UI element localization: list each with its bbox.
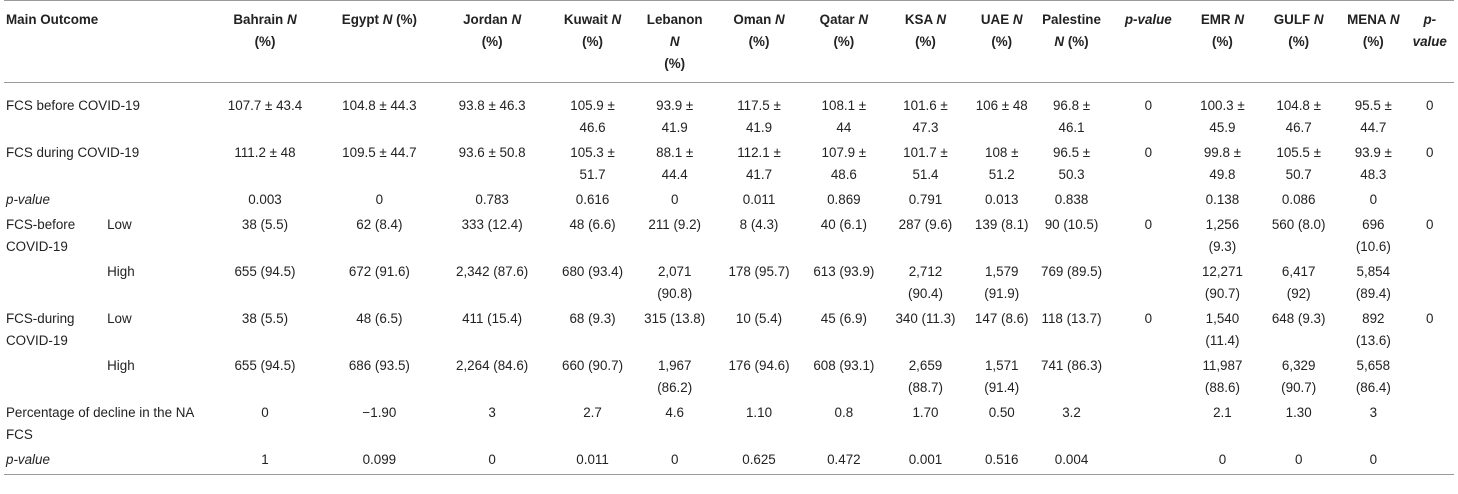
table-cell: 680 (93.4) bbox=[562, 264, 624, 279]
row-label: p-value bbox=[6, 452, 50, 467]
table-cell: 0.004 bbox=[1054, 452, 1089, 467]
table-cell: 340 (11.3) bbox=[895, 311, 956, 326]
header-col-8: UAE N (%) bbox=[980, 12, 1023, 49]
table-cell bbox=[1108, 402, 1189, 449]
table-cell: 178 (95.7) bbox=[728, 264, 790, 279]
table-cell: 68 (9.3) bbox=[569, 311, 616, 326]
table-cell: 0 bbox=[1144, 98, 1153, 113]
table-cell: 48 (6.6) bbox=[569, 217, 616, 232]
table-cell: 1,256 (9.3) bbox=[1205, 217, 1240, 254]
header-col-6: Qatar N (%) bbox=[819, 12, 869, 49]
table-cell: 0 bbox=[1426, 311, 1434, 326]
table-cell: 3 bbox=[488, 405, 496, 420]
table-cell: 0.625 bbox=[742, 452, 776, 467]
table-cell: 315 (13.8) bbox=[644, 311, 706, 326]
table-cell: 93.9 ± 48.3 bbox=[1354, 145, 1392, 182]
table-cell: 411 (15.4) bbox=[462, 311, 523, 326]
table-cell: 0.086 bbox=[1281, 192, 1316, 207]
table-cell: 672 (91.6) bbox=[348, 264, 410, 279]
table-cell: 105.9 ± 46.6 bbox=[570, 98, 615, 135]
table-cell: 0 bbox=[1426, 217, 1434, 232]
row-sublabel: Low bbox=[107, 217, 132, 232]
header-col-4: Lebanon N (%) bbox=[646, 12, 703, 71]
table-cell: 96.5 ± 50.3 bbox=[1052, 145, 1091, 182]
table-cell: 0.791 bbox=[908, 192, 943, 207]
table-cell: 107.9 ± 48.6 bbox=[821, 145, 867, 182]
header-col-12: GULF N (%) bbox=[1273, 12, 1324, 49]
table-cell: 93.9 ± 41.9 bbox=[656, 98, 694, 135]
table-cell bbox=[1406, 449, 1454, 475]
table-cell: 0.783 bbox=[475, 192, 509, 207]
table-cell: 104.8 ± 44.3 bbox=[342, 98, 417, 113]
table-cell: 2.7 bbox=[583, 405, 602, 420]
table-cell: 118 (13.7) bbox=[1041, 311, 1102, 326]
table-cell: 0.8 bbox=[834, 405, 854, 420]
header-col-14: p-value bbox=[1412, 12, 1447, 49]
table-cell: 104.8 ± 46.7 bbox=[1276, 98, 1321, 135]
table-cell: 741 (86.3) bbox=[1041, 358, 1103, 373]
table-cell: 0 bbox=[1369, 452, 1378, 467]
table-cell: 108.1 ± 44 bbox=[821, 98, 867, 135]
table-cell: 38 (5.5) bbox=[241, 311, 289, 326]
table-cell: 613 (93.9) bbox=[813, 264, 875, 279]
table-cell: 211 (9.2) bbox=[648, 217, 701, 232]
table-cell: 109.5 ± 44.7 bbox=[342, 145, 417, 160]
table-cell bbox=[1406, 261, 1454, 308]
table-cell bbox=[1108, 355, 1189, 402]
table-cell: 95.5 ± 44.7 bbox=[1354, 98, 1392, 135]
table-cell: 0 bbox=[1369, 192, 1378, 207]
table-cell: 10 (5.4) bbox=[735, 311, 783, 326]
header-col-11: EMR N (%) bbox=[1200, 12, 1244, 49]
table-cell: 0 bbox=[1426, 98, 1434, 113]
table-cell: 6,329 (90.7) bbox=[1281, 358, 1317, 395]
table-cell: 0 bbox=[670, 192, 679, 207]
table-cell: 106 ± 48 bbox=[975, 98, 1028, 113]
table-cell: 101.7 ± 51.4 bbox=[903, 145, 948, 182]
table-cell: 108 ± 51.2 bbox=[985, 145, 1019, 182]
header-row bbox=[4, 1, 1454, 83]
row-sublabel: High bbox=[107, 264, 135, 279]
table-cell: 892 (13.6) bbox=[1355, 311, 1391, 348]
table-cell: 147 (8.6) bbox=[974, 311, 1029, 326]
table-cell: 5,854 (89.4) bbox=[1355, 264, 1391, 301]
table-cell: 11,987 (88.6) bbox=[1202, 358, 1243, 395]
table-row bbox=[4, 142, 1454, 189]
table-cell: 112.1 ± 41.7 bbox=[737, 145, 781, 182]
row-label: p-value bbox=[6, 192, 50, 207]
row-label: FCS before COVID-19 bbox=[6, 98, 140, 113]
table-cell: 105.5 ± 50.7 bbox=[1276, 145, 1321, 182]
table-cell bbox=[1406, 355, 1454, 402]
table-cell: 0 bbox=[1144, 145, 1153, 160]
table-cell: 0 bbox=[488, 452, 496, 467]
table-cell: 0 bbox=[670, 452, 679, 467]
table-cell: 2,071 (90.8) bbox=[657, 264, 693, 301]
table-cell: 96.8 ± 46.1 bbox=[1052, 98, 1091, 135]
table-cell: 0.50 bbox=[988, 405, 1015, 420]
table-cell: 655 (94.5) bbox=[234, 358, 296, 373]
table-cell: 99.8 ± 49.8 bbox=[1203, 145, 1241, 182]
table-cell: 3.2 bbox=[1062, 405, 1081, 420]
header-col-3: Kuwait N (%) bbox=[563, 12, 622, 49]
row-label: FCS during COVID-19 bbox=[6, 145, 140, 160]
table-cell: 2,659 (88.7) bbox=[907, 358, 943, 395]
header-col-1: Egypt N (%) bbox=[341, 12, 417, 27]
header-col-10: p-value bbox=[1124, 12, 1172, 27]
table-cell: 8 (4.3) bbox=[739, 217, 779, 232]
table-cell: 0.001 bbox=[908, 452, 943, 467]
table-cell: 0.516 bbox=[984, 452, 1019, 467]
table-cell: 333 (12.4) bbox=[461, 217, 523, 232]
table-cell: 0.099 bbox=[362, 452, 397, 467]
header-col-0: Bahrain N (%) bbox=[233, 12, 297, 49]
table-cell bbox=[1406, 402, 1454, 449]
table-cell: 0 bbox=[1294, 452, 1303, 467]
table-cell: 560 (8.0) bbox=[1271, 217, 1326, 232]
table-cell: 0.013 bbox=[984, 192, 1019, 207]
table-cell: 1 bbox=[261, 452, 269, 467]
table-cell: 655 (94.5) bbox=[234, 264, 296, 279]
table-cell: 696 (10.6) bbox=[1355, 217, 1391, 254]
row-label: Percentage of decline in the NA FCS bbox=[6, 405, 194, 442]
table-cell: 608 (93.1) bbox=[813, 358, 875, 373]
table-cell: 5,658 (86.4) bbox=[1355, 358, 1391, 395]
table-cell: 107.7 ± 43.4 bbox=[227, 98, 303, 113]
table-cell: 93.6 ± 50.8 bbox=[458, 145, 526, 160]
table-cell: 12,271 (90.7) bbox=[1201, 264, 1243, 301]
table-cell: 1.30 bbox=[1285, 405, 1312, 420]
table-cell: 1.10 bbox=[745, 405, 773, 420]
table-cell: 101.6 ± 47.3 bbox=[903, 98, 948, 135]
table-cell bbox=[1108, 189, 1189, 214]
table-cell: 2,264 (84.6) bbox=[456, 358, 529, 373]
table-row bbox=[4, 402, 1454, 449]
table-cell: 769 (89.5) bbox=[1041, 264, 1103, 279]
table-cell: 0 bbox=[1426, 145, 1434, 160]
header-col-2: Jordan N (%) bbox=[463, 12, 522, 49]
header-main-outcome: Main Outcome bbox=[6, 12, 99, 27]
table-cell: 0 bbox=[375, 192, 384, 207]
table-cell: 3 bbox=[1369, 405, 1378, 420]
table-cell bbox=[1108, 261, 1189, 308]
row-sublabel: Low bbox=[107, 311, 132, 326]
table-cell: 93.8 ± 46.3 bbox=[458, 98, 526, 113]
row-label: FCS-before COVID-19 bbox=[6, 217, 76, 254]
table-body bbox=[4, 83, 1454, 475]
table-cell: 287 (9.6) bbox=[898, 217, 953, 232]
table-cell: 1,540 (11.4) bbox=[1205, 311, 1240, 348]
header-col-5: Oman N (%) bbox=[733, 12, 785, 49]
table-cell: 648 (9.3) bbox=[1271, 311, 1326, 326]
table-cell: 0.838 bbox=[1054, 192, 1089, 207]
table-cell: 48 (6.5) bbox=[356, 311, 403, 326]
table-row bbox=[4, 449, 1454, 475]
table-cell: 90 (10.5) bbox=[1044, 217, 1099, 232]
header-col-13: MENA N (%) bbox=[1347, 12, 1400, 49]
table-cell: 0.472 bbox=[827, 452, 861, 467]
table-cell: 45 (6.9) bbox=[820, 311, 867, 326]
table-cell: 660 (90.7) bbox=[562, 358, 624, 373]
table-row bbox=[4, 355, 1454, 402]
table-row bbox=[4, 189, 1454, 214]
table-cell: 2.1 bbox=[1213, 405, 1232, 420]
table-row bbox=[4, 261, 1454, 308]
table-cell: 100.3 ± 45.9 bbox=[1200, 98, 1245, 135]
table-cell bbox=[1108, 449, 1189, 475]
table-row bbox=[4, 214, 1454, 261]
table-cell: 88.1 ± 44.4 bbox=[656, 145, 694, 182]
table-cell: 0 bbox=[261, 405, 269, 420]
row-label bbox=[4, 355, 107, 402]
table-cell: 40 (6.1) bbox=[820, 217, 867, 232]
table-cell: 0.869 bbox=[827, 192, 861, 207]
table-cell: 62 (8.4) bbox=[356, 217, 403, 232]
table-cell: 139 (8.1) bbox=[974, 217, 1029, 232]
table-cell: 2,712 (90.4) bbox=[907, 264, 943, 301]
table-cell: 1.70 bbox=[912, 405, 939, 420]
table-cell: 686 (93.5) bbox=[348, 358, 410, 373]
table-cell: −1.90 bbox=[362, 405, 397, 420]
row-label: FCS-during COVID-19 bbox=[6, 311, 75, 348]
table-cell: 6,417 (92) bbox=[1281, 264, 1316, 301]
results-table bbox=[4, 0, 1454, 475]
header-col-7: KSA N (%) bbox=[904, 12, 947, 49]
table-cell: 0 bbox=[1218, 452, 1227, 467]
table-cell: 1,967 (86.2) bbox=[657, 358, 693, 395]
table-cell: 111.2 ± 48 bbox=[234, 145, 296, 160]
table-cell: 2,342 (87.6) bbox=[456, 264, 529, 279]
table-cell: 0.616 bbox=[575, 192, 610, 207]
table-cell: 176 (94.6) bbox=[728, 358, 790, 373]
row-sublabel: High bbox=[107, 358, 135, 373]
table-cell: 1,579 (91.9) bbox=[984, 264, 1020, 301]
header-col-9: Palestine N (%) bbox=[1042, 12, 1101, 49]
table-row bbox=[4, 308, 1454, 355]
table-cell bbox=[1406, 189, 1454, 214]
table-cell: 38 (5.5) bbox=[241, 217, 289, 232]
table-cell: 117.5 ± 41.9 bbox=[737, 98, 781, 135]
table-cell: 0.011 bbox=[742, 192, 776, 207]
table-cell: 105.3 ± 51.7 bbox=[570, 145, 615, 182]
row-label bbox=[4, 261, 107, 308]
table-cell: 0.138 bbox=[1205, 192, 1240, 207]
table-cell: 0 bbox=[1144, 311, 1153, 326]
table-cell: 0.011 bbox=[576, 452, 609, 467]
table-cell: 0 bbox=[1144, 217, 1153, 232]
table-cell: 1,571 (91.4) bbox=[984, 358, 1020, 395]
table-row bbox=[4, 83, 1454, 143]
table-cell: 0.003 bbox=[248, 192, 282, 207]
table-cell: 4.6 bbox=[665, 405, 685, 420]
